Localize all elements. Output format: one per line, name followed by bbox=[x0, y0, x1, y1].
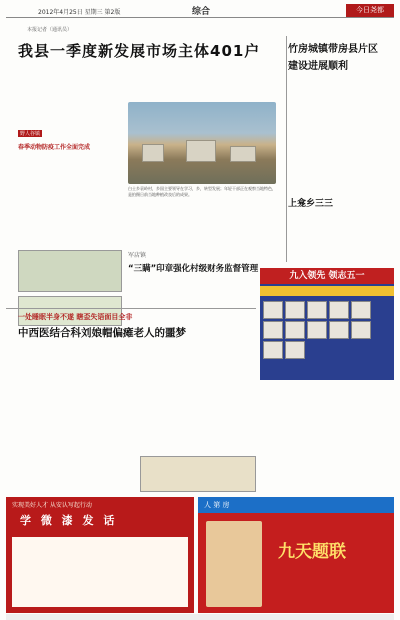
mall-ad-band bbox=[260, 286, 394, 296]
right-mid-article bbox=[288, 196, 394, 209]
column-divider bbox=[286, 36, 287, 262]
section-name: 综合 bbox=[192, 7, 211, 17]
mall-ad-text bbox=[260, 384, 394, 484]
promo-ad-kicker: 人 第 房 bbox=[198, 497, 394, 513]
photo-caption: 白士乡袁岭村，乡国主要领导在学习，乡，转型发展；年轻干部正在观察当地特色，是拍摄日前当地种植改良后的成果。 bbox=[128, 186, 276, 197]
right-top-article bbox=[288, 40, 394, 72]
issue-date: 2012年4月25日 星期三 第2版 bbox=[38, 9, 121, 16]
promo-ad-title: 九天题联 bbox=[278, 542, 346, 562]
product-thumb bbox=[307, 301, 327, 319]
school-ad-body bbox=[12, 537, 188, 607]
photo-building bbox=[142, 144, 164, 162]
product-thumb bbox=[263, 301, 283, 319]
bureau-body-2 bbox=[258, 250, 394, 266]
left-mid-kicker: 野人谷镇 bbox=[20, 131, 41, 137]
left-mid-title: 春季动物防疫工作全面完成 bbox=[18, 144, 91, 151]
hospital-title: 中西医结合科刘娘帽偏瘫老人的噩梦 bbox=[18, 327, 186, 339]
section-rule bbox=[6, 308, 256, 309]
right-top-title-2: 建设进展顺利 bbox=[288, 61, 348, 72]
mall-ad-title: 九入领先 领志五一 bbox=[260, 268, 394, 284]
lead-headline: 我县一季度新发展市场主体401户 bbox=[18, 42, 261, 60]
bureau-kicker: 军店镇 bbox=[128, 252, 147, 259]
product-thumb bbox=[285, 301, 305, 319]
news-photo bbox=[128, 102, 276, 184]
left-ad-1 bbox=[18, 250, 122, 292]
promo-advertisement bbox=[198, 497, 394, 613]
right-top-title-1: 竹房城镇带房县片区 bbox=[288, 44, 378, 55]
bureau-title: “三瞒”印章强化村级财务监督管理 bbox=[128, 264, 259, 274]
hospital-body-left bbox=[18, 342, 136, 492]
left-mid-body bbox=[18, 142, 122, 244]
bureau-body bbox=[128, 272, 256, 302]
lead-body-right bbox=[128, 64, 278, 98]
product-thumb bbox=[285, 321, 305, 339]
hospital-article bbox=[18, 312, 254, 340]
hospital-kicker: 一处睡眠半身不遂 瞎歪失语面目全非 bbox=[18, 313, 133, 321]
bureau-article bbox=[128, 250, 259, 274]
hospital-body-right bbox=[140, 342, 256, 452]
product-thumb bbox=[263, 321, 283, 339]
product-thumb bbox=[329, 301, 349, 319]
product-thumb bbox=[307, 321, 327, 339]
right-top-body bbox=[288, 70, 394, 164]
masthead-logo: 今日尧都 bbox=[346, 4, 394, 17]
school-advertisement bbox=[6, 497, 194, 613]
product-thumb bbox=[351, 321, 371, 339]
promo-ad-portrait bbox=[206, 521, 262, 607]
mall-ad-products bbox=[260, 298, 394, 362]
right-mid-title: 上龛乡三三 bbox=[288, 199, 334, 209]
product-thumb bbox=[329, 321, 349, 339]
page-header bbox=[6, 4, 394, 18]
photo-building bbox=[230, 146, 256, 162]
lead-kicker: 本报记者（通讯员） bbox=[27, 27, 73, 33]
school-ad-title: 学 微 漆 发 话 bbox=[20, 514, 118, 527]
school-ad-kicker: 实现美好人才 从安认写起行动 bbox=[12, 502, 92, 509]
page-footer bbox=[6, 614, 394, 620]
product-thumb bbox=[285, 341, 305, 359]
hospital-ad-box bbox=[140, 456, 256, 492]
mall-advertisement bbox=[260, 268, 394, 380]
lead-body-left bbox=[18, 64, 122, 114]
product-thumb bbox=[263, 341, 283, 359]
photo-building bbox=[186, 140, 216, 162]
product-thumb bbox=[351, 301, 371, 319]
